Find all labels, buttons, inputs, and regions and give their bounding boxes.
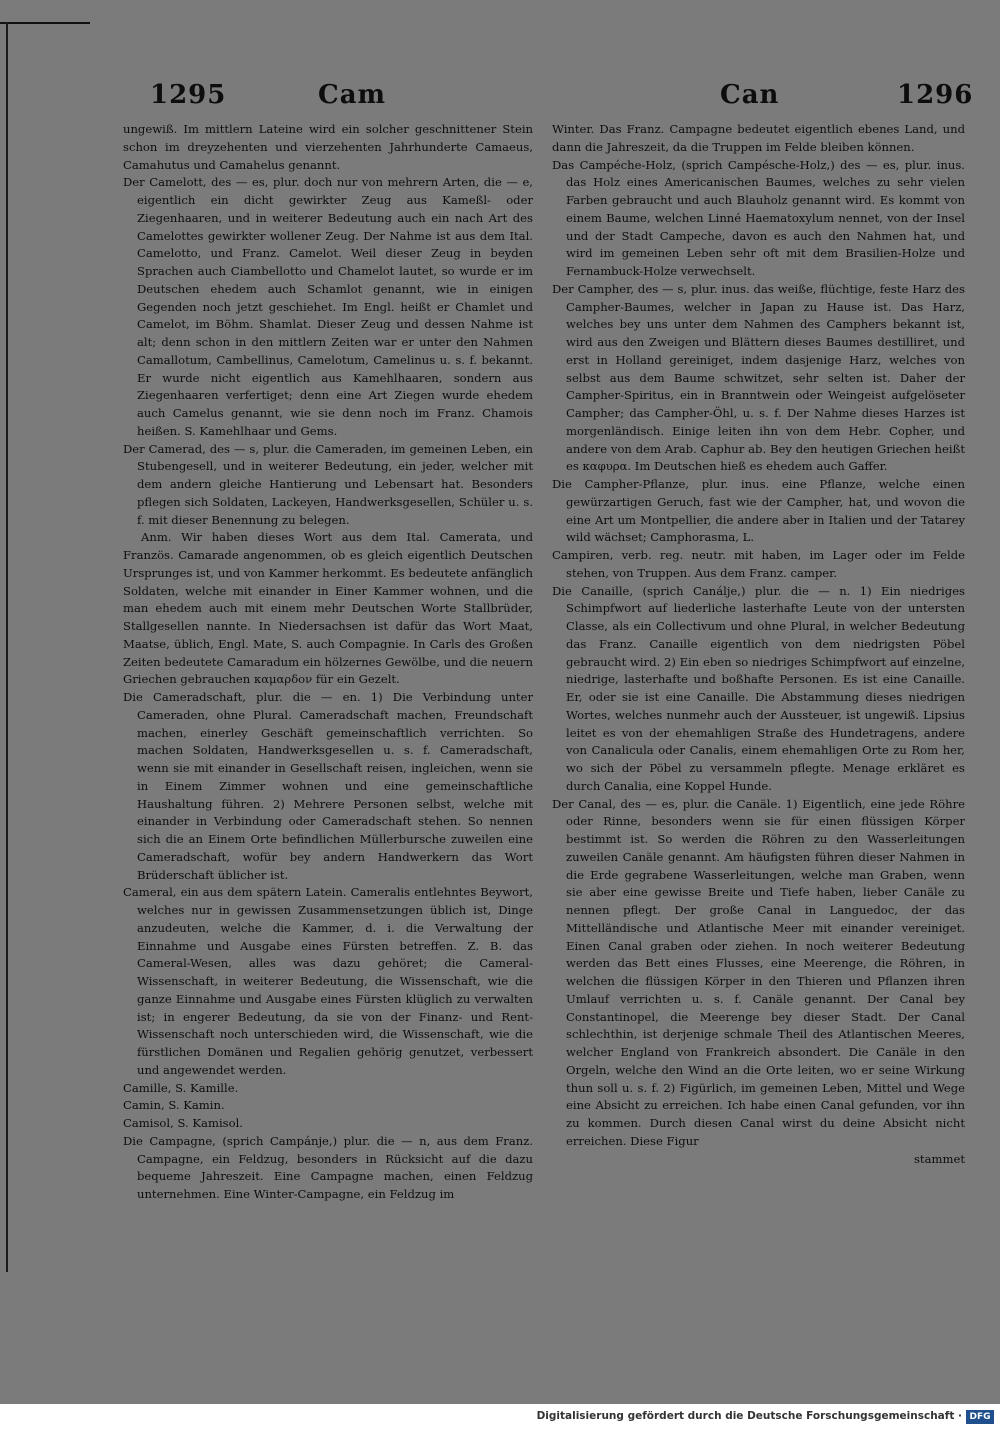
left-catchword-header: Cam — [318, 80, 387, 110]
entry-campiren: Campiren, verb. reg. neutr. mit haben, im Lager oder im Felde stehen, von Truppen. Aus dem Franz. camper. — [552, 548, 965, 580]
entry-cameral: Cameral, ein aus dem spätern Latein. Cameralis entlehntes Beywort, welches nur in gewissen Zusammensetzungen üblich ist, Dinge anzudeuten, welche die Kammer, d. i. die Verwaltung der Einnahme und Ausgabe eines Fürsten betreffen. Z. B. das Cameral-Wesen, alles was dazu gehöret; die Cameral-Wissenschaft, in weiterer Bedeutung, die Wissenschaft, wie die ganze Einnahme und Ausgabe eines Fürsten klüglich zu verwalten ist; in engerer Bedeutung, da sie von der Finanz- und Rent-Wissenschaft noch unterschieden wird, die Wissenschaft, wie die fürstlichen Domänen und Regalien gehörig genutzet, verbessert und angewendet werden. — [123, 885, 533, 1077]
entry-continuation: Winter. Das Franz. Campagne bedeutet eigentlich ebenes Land, und dann die Jahreszeit, da die Truppen im Felde bleiben können. — [552, 122, 965, 154]
entry-camerad-note: Anm. Wir haben dieses Wort aus dem Ital. Camerata, und Französ. Camarade angenommen, ob es gleich eigentlich Deutschen Ursprunges ist, und von Kammer herkommt. Es bedeutete anfänglich Soldaten, welche mit einander in Einer Kammer wohnen, und die man ehedem auch mit einem mehr Deutschen Worte Stallbrüder, Stallgesellen nannte. In Niedersachsen ist dafür das Wort Maat, Maatse, üblich, Engl. Mate, S. auch Compagnie. In Carls des Großen Zeiten bedeutete Camaradum ein hölzernes Gewölbe, und die neuern Griechen gebrauchen καμαρδον für ein Gezelt. — [123, 530, 533, 687]
entry-campher-pflanze: Die Campher-Pflanze, plur. inus. eine Pflanze, welche einen gewürzartigen Geruch, fast wie der Campher, hat, und wovon die eine Art um Montpellier, die andere aber in Italien und der Tatarey wild wächset; Camphorasma, L. — [552, 477, 965, 545]
right-column — [552, 121, 965, 1168]
entry-campher: Der Campher, des — s, plur. inus. das weiße, flüchtige, feste Harz des Campher-Baumes, welcher in Japan zu Hause ist. Das Harz, welches bey uns unter dem Nahmen des Camphers bekannt ist, wird aus den Zweigen und Blättern dieses Baumes destilliret, und erst in Holland gereiniget, indem dasjenige Harz, welches von selbst aus dem Baume schwitzet, sehr selten ist. Daher der Campher-Spiritus, ein in Branntwein oder Weingeist aufgelöseter Campher; das Campher-Öhl, u. s. f. Der Nahme dieses Harzes ist morgenländisch. Einige leiten ihn von dem Hebr. Copher, und andere von dem Arab. Caphur ab. Bey den heutigen Griechen heißt es καφυρα. Im Deutschen hieß es ehedem auch Gaffer. — [552, 281, 965, 474]
funding-notice: Digitalisierung gefördert durch die Deutsche Forschungsgemeinschaft · — [536, 1410, 962, 1422]
entry-continuation: ungewiß. Im mittlern Lateine wird ein solcher geschnittener Stein schon im dreyzehenten und vierzehenten Jahrhunderte Camaeus, Camahutus und Camahelus genannt. — [123, 122, 533, 172]
page-edge-line — [0, 22, 90, 24]
entry-camin: Camin, S. Kamin. — [123, 1098, 225, 1113]
entry-camelott: Der Camelott, des — es, plur. doch nur von mehrern Arten, die — e, eigentlich ein dicht gewirkter Zeug aus Kameßl- oder Ziegenhaaren, und in weiterer Bedeutung auch ein nach Art des Camelottes gewirkter wollener Zeug. Der Nahme ist aus dem Ital. Camelotto, und Franz. Camelot. Weil dieser Zeug in beyden Sprachen auch Ciambellotto und Chamelot lautet, so wurde er im Deutschen ehedem auch Schamlot genannt, wie in einigen Gegenden noch jetzt geschiehet. Im Engl. heißt er Chamlet und Camelot, im Böhm. Shamlat. Dieser Zeug und dessen Nahme ist alt; denn schon in den mittlern Zeiten war er unter den Nahmen Camallotum, Cambellinus, Camelotum, Camelinus u. s. f. bekannt. Er wurde nicht eigentlich aus Kamehlhaaren, sondern aus Ziegenhaaren verfertiget; denn eine Art Ziegen wurde ehedem auch Camelus genannt, wie sie denn noch im Franz. Chamois heißen. S. Kamehlhaar und Gems. — [123, 175, 533, 438]
left-column — [123, 121, 533, 1204]
footer-bar — [0, 1404, 1000, 1432]
entry-campeche-holz: Das Campéche-Holz, (sprich Campésche-Holz,) des — es, plur. inus. das Holz eines Americanischen Baumes, welches zu sehr vielen Farben gebraucht und auch Blauholz genannt wird. Es kommt von einem Baume, welchen Linné Haematoxylum nennet, von der Insel und der Stadt Campeche, davon es auch den Nahmen hat, und wird im gemeinen Leben sehr oft mit dem Brasilien-Holze und Fernambuck-Holze verwechselt. — [552, 157, 965, 278]
entry-canaille: Die Canaille, (sprich Canálje,) plur. die — n. 1) Ein niedriges Schimpfwort auf liederliche lasterhafte Leute von der untersten Classe, als ein Collectivum und ohne Plural, in welcher Bedeutung das Franz. Canaille eigentlich von dem niedrigsten Pöbel gebraucht wird. 2) Ein eben so niedriges Schimpfwort auf einzelne, niedrige, lasterhafte und boßhafte Personen. Es ist eine Canaille. Er, oder sie ist eine Canaille. Die Abstammung dieses niedrigen Wortes, welches nunmehr auch der Aussteuer, ist ungewiß. Lipsius leitet es von der ehemahligen Straße des Hundetragens, andere von Canalicula oder Canalis, einem ehemahligen Orte zu Rom her, wo sich der Pöbel zu versammeln pflegte. Menage erkläret es durch Canalia, eine Koppel Hunde. — [552, 583, 965, 793]
right-page-number: 1296 — [897, 80, 974, 110]
entry-canal: Der Canal, des — es, plur. die Canäle. 1) Eigentlich, eine jede Röhre oder Rinne, besonders wenn sie für einen flüssigen Körper bestimmt ist. So werden die Röhren zu den Wasserleitungen zuweilen Canäle genannt. Am häufigsten führen dieser Nahmen in die Erde gegrabene Wasserleitungen, welche man Graben, wenn sie aber eine gewisse Breite und Tiefe haben, lieber Canäle zu nennen pflegt. Der große Canal in Languedoc, der das Mittelländische und Atlantische Meer mit einander vereiniget. Einen Canal graben oder ziehen. In noch weiterer Bedeutung werden das Bett eines Flusses, eine Meerenge, die Röhren, in welchen die flüssigen Körper in den Thieren und Pflanzen ihren Umlauf verrichten u. s. f. Canäle genannt. Der Canal bey Constantinopel, die Meerenge bey dieser Stadt. Der Canal schlechthin, ist derjenige schmale Theil des Atlantischen Meeres, welcher England von Frankreich absondert. Die Canäle in den Orgeln, welche den Wind an die Orte leiten, wo er seine Wirkung thun soll u. s. f. 2) Figürlich, im gemeinen Leben, Mittel und Wege eine Absicht zu erreichen. Ich habe einen Canal gefunden, vor ihn zu kommen. Durch diesen Canal wirst du deine Absicht nicht erreichen. Diese Figur — [552, 796, 965, 1148]
right-catchword-header: Can — [720, 80, 780, 110]
entry-cameradschaft: Die Cameradschaft, plur. die — en. 1) Die Verbindung unter Cameraden, ohne Plural. Cameradschaft machen, Freundschaft machen, einerley Geschäft gemeinschaftlich verrichten. So machen Soldaten, Handwerksgesellen u. s. f. Cameradschaft, wenn sie mit einander in Gesellschaft reisen, ingleichen, wenn sie in Einem Zimmer wohnen und eine gemeinschaftliche Haushaltung führen. 2) Mehrere Personen selbst, welche mit einander in Verbindung oder Cameradschaft stehen. So nennen sich die an Einem Orte befindlichen Müllerbursche zuweilen eine Cameradschaft, wofür bey andern Handwerkern das Wort Brüderschaft üblicher ist. — [123, 690, 533, 882]
entry-camille: Camille, S. Kamille. — [123, 1080, 239, 1095]
entry-camisol: Camisol, S. Kamisol. — [123, 1116, 243, 1130]
page-edge-margin-line — [6, 22, 8, 1272]
dfg-logo[interactable]: DFG — [966, 1410, 994, 1424]
catchword: stammet — [913, 1151, 965, 1166]
entry-campagne: Die Campagne, (sprich Campánje,) plur. die — n, aus dem Franz. Campagne, ein Feldzug, besonders in Rücksicht auf die dazu bequeme Jahreszeit. Eine Campagne machen, einen Feldzug unternehmen. Eine Winter-Campagne, ein Feldzug im — [123, 1133, 533, 1201]
left-page-number: 1295 — [150, 80, 227, 110]
entry-camerad: Der Camerad, des — s, plur. die Cameraden, im gemeinen Leben, ein Stubengesell, und in weiterer Bedeutung, ein jeder, welcher mit dem andern gleiche Hantierung und Lebensart hat. Besonders pflegen sich Soldaten, Lackeyen, Handwerksgesellen, Schüler u. s. f. mit dieser Benennung zu belegen. — [123, 441, 533, 527]
